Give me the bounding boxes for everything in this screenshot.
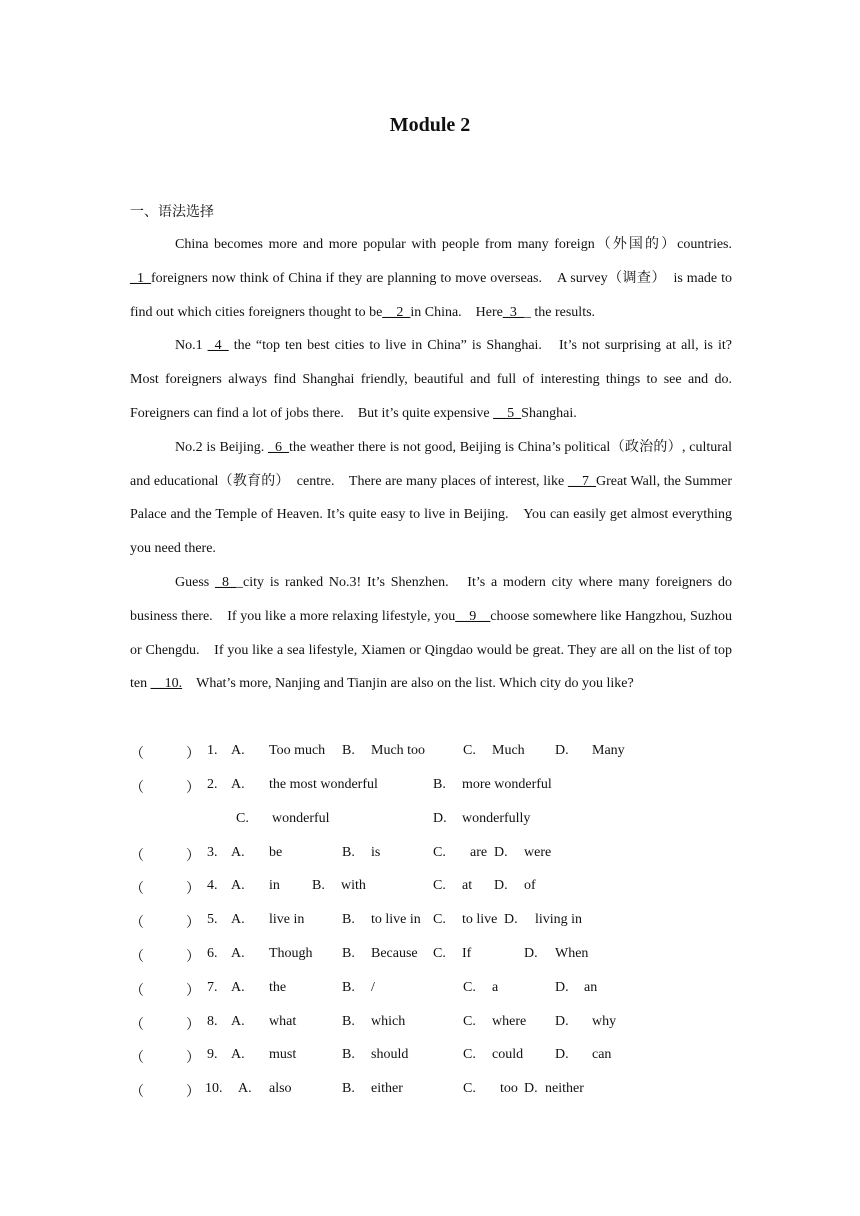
option-letter: C. [433, 946, 446, 961]
option-letter: C. [236, 811, 249, 826]
option-text: be [269, 845, 283, 860]
option-text: too [500, 1081, 518, 1096]
option-text: wonderfully [462, 811, 531, 826]
option-text: living in [535, 912, 583, 927]
blank-1: _1_ [130, 270, 151, 286]
blank-3: _3_ [502, 304, 524, 320]
option-text: more wonderful [462, 777, 552, 792]
passage-paragraph: Guess _8__city is ranked No.3! It’s Shenzhen. It’s a modern city where many foreigners do business there. If you like a more relaxing lifestyle, you__9__choose somewhere like Hangzhou, Suzhou or Chengdu. If you like a sea lifestyle, Xiamen or Qingdao would be great. They are all on the list of top ten __10. What’s more, Nanjing and Tianjin are also on the list. Which city do you like? [130, 574, 732, 692]
option-text: of [524, 878, 536, 893]
answer-paren: （ ） [130, 849, 200, 864]
page-title: Module 2 [389, 114, 471, 136]
option-letter: C. [433, 912, 446, 927]
question-number: 1. [207, 743, 218, 758]
option-text: a [492, 980, 499, 995]
answer-paren: （ ） [130, 1018, 200, 1033]
blank-8: _8_ [215, 574, 237, 590]
option-letter: B. [342, 1081, 355, 1096]
answer-paren: （ ） [130, 1051, 200, 1066]
question-number: 4. [207, 878, 218, 893]
question-number: 10. [205, 1081, 223, 1096]
option-letter: D. [504, 912, 518, 927]
option-text: Too much [269, 743, 326, 758]
option-text: either [371, 1081, 403, 1096]
option-letter: C. [463, 1081, 476, 1096]
option-letter: C. [463, 743, 476, 758]
option-letter: B. [342, 845, 355, 860]
option-letter: D. [524, 946, 538, 961]
answer-paren: （ ） [130, 747, 200, 762]
blank-4: _4_ [207, 338, 229, 354]
option-letter: A. [231, 743, 245, 758]
passage-paragraph: No.2 is Beijing. _6_the weather there is not good, Beijing is China’s political（政治的）, cultural and educational（教育的） centre. There are many places of interest, like __7_Great Wall, the Summer Palace and the Temple of Heaven. It’s quite easy to live in Beijing. You can easily get almost everything you need there. [130, 439, 733, 557]
option-text: to live in [371, 912, 421, 927]
option-text: can [592, 1047, 612, 1062]
question-number: 2. [207, 777, 218, 792]
section-heading: 一、语法选择 [130, 205, 214, 220]
option-text: / [371, 980, 375, 995]
question-number: 7. [207, 980, 218, 995]
passage-paragraph: China becomes more and more popular with people from many foreign（外国的）countries. _1_foreigners now think of China if they are planning to move overseas. A survey（调查） is made to find out which cities foreigners thought to be__2_in China. Here_3__ the results. [130, 237, 732, 320]
option-text: live in [269, 912, 305, 927]
option-letter: B. [342, 743, 355, 758]
option-text: which [371, 1014, 406, 1029]
option-text: what [269, 1014, 297, 1029]
option-letter: A. [231, 777, 245, 792]
option-letter: C. [463, 1047, 476, 1062]
option-letter: A. [231, 946, 245, 961]
option-letter: A. [231, 878, 245, 893]
option-letter: D. [494, 878, 508, 893]
answer-paren: （ ） [130, 1085, 200, 1100]
option-text: Though [269, 946, 313, 961]
option-letter: D. [555, 1014, 569, 1029]
option-text: is [371, 845, 381, 860]
option-text: to live [462, 912, 498, 927]
option-text: If [462, 946, 472, 961]
option-text: the most wonderful [269, 777, 378, 792]
option-text: with [341, 878, 366, 893]
option-letter: B. [342, 980, 355, 995]
answer-paren: （ ） [130, 984, 200, 999]
option-text: Much too [371, 743, 426, 758]
option-text: could [492, 1047, 524, 1062]
option-text: are [470, 845, 488, 860]
blank-7: __7_ [567, 473, 596, 489]
option-letter: D. [555, 1047, 569, 1062]
question-number: 6. [207, 946, 218, 961]
question-number: 5. [207, 912, 218, 927]
answer-paren: （ ） [130, 950, 200, 965]
option-letter: C. [433, 845, 446, 860]
question-number: 8. [207, 1014, 218, 1029]
option-letter: A. [231, 1047, 245, 1062]
answer-paren: （ ） [130, 781, 200, 796]
option-letter: D. [524, 1081, 538, 1096]
option-text: should [371, 1047, 409, 1062]
option-letter: D. [433, 811, 447, 826]
passage-paragraph: No.1 _4_ the “top ten best cities to live in China” is Shanghai. It’s not surprising at all, is it? Most foreigners always find Shanghai friendly, beautiful and full of interesting things to see and do. Foreigners can find a lot of jobs there. But it’s quite expensive __5_Shanghai. [130, 338, 746, 421]
option-text: Much [492, 743, 525, 758]
option-text: Many [592, 743, 625, 758]
option-text: in [269, 878, 280, 893]
blank-6: _6_ [268, 439, 289, 455]
option-text: When [555, 946, 589, 961]
blank-2: __2_ [382, 304, 411, 320]
option-letter: A. [238, 1081, 252, 1096]
option-letter: B. [433, 777, 446, 792]
option-text: wonderful [272, 811, 330, 826]
option-letter: B. [342, 1047, 355, 1062]
option-text: why [592, 1014, 617, 1029]
option-letter: B. [342, 946, 355, 961]
option-text: must [269, 1047, 297, 1062]
option-letter: B. [312, 878, 325, 893]
option-letter: A. [231, 1014, 245, 1029]
option-letter: A. [231, 912, 245, 927]
blank-10: __10. [150, 676, 183, 692]
option-letter: C. [433, 878, 446, 893]
option-text: an [584, 980, 598, 995]
answer-paren: （ ） [130, 882, 200, 897]
option-letter: B. [342, 912, 355, 927]
blank-5: __5_ [493, 405, 522, 421]
question-number: 3. [207, 845, 218, 860]
option-text: the [269, 980, 287, 995]
option-text: neither [545, 1081, 584, 1096]
option-letter: C. [463, 1014, 476, 1029]
option-letter: D. [555, 743, 569, 758]
option-letter: C. [463, 980, 476, 995]
blank-9: __9__ [455, 608, 491, 624]
option-text: were [524, 845, 552, 860]
passage [130, 228, 746, 701]
option-letter: B. [342, 1014, 355, 1029]
option-text: where [492, 1014, 527, 1029]
option-letter: A. [231, 980, 245, 995]
option-letter: D. [494, 845, 508, 860]
option-text: at [462, 878, 473, 893]
question-number: 9. [207, 1047, 218, 1062]
option-text: also [269, 1081, 292, 1096]
option-text: Because [371, 946, 418, 961]
option-letter: D. [555, 980, 569, 995]
option-letter: A. [231, 845, 245, 860]
answer-paren: （ ） [130, 916, 200, 931]
